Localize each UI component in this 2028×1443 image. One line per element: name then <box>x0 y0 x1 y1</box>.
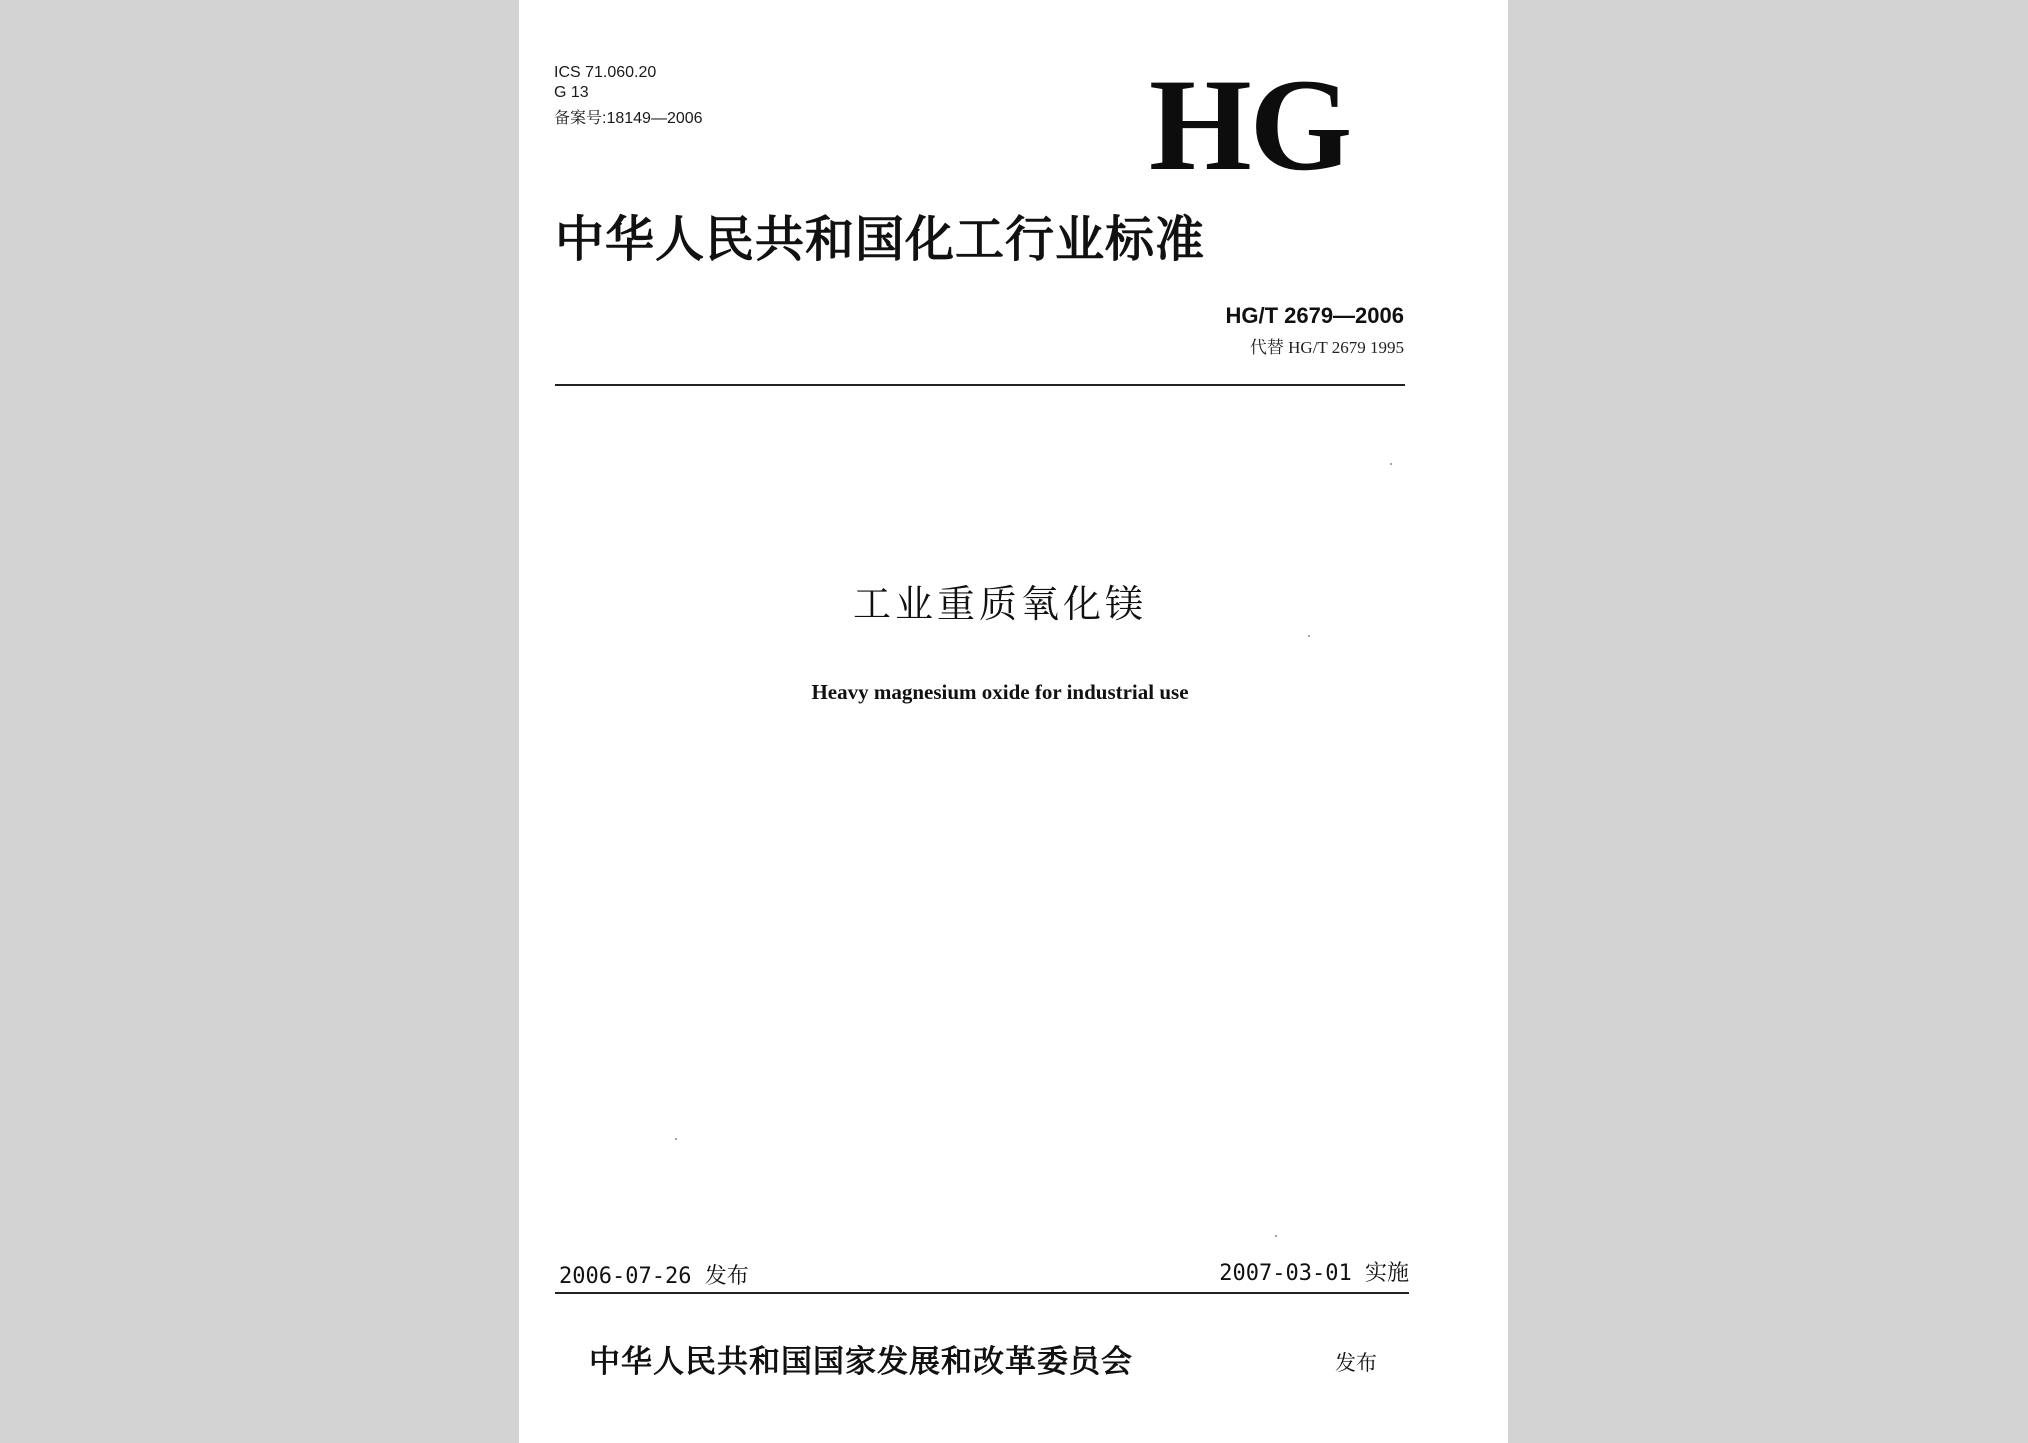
scan-speck <box>1390 463 1392 465</box>
standard-title: 中华人民共和国化工行业标准 <box>555 211 1206 268</box>
header-divider <box>555 384 1405 386</box>
replaces-standard: 代替 HG/T 2679 1995 <box>1249 338 1404 357</box>
publisher-suffix: 发布 <box>1335 1351 1377 1375</box>
footer-divider <box>555 1292 1409 1294</box>
issue-date: 2006-07-26 发布 <box>559 1264 749 1289</box>
scan-speck <box>1275 1235 1277 1237</box>
hg-logo: HG <box>1149 51 1351 198</box>
ics-code: ICS 71.060.20 <box>554 64 657 81</box>
document-title-cn: 工业重质氧化镁 <box>852 582 1147 626</box>
implementation-date: 2007-03-01 实施 <box>1219 1261 1409 1286</box>
document-title-en: Heavy magnesium oxide for industrial use <box>811 680 1189 704</box>
scan-speck <box>675 1138 677 1140</box>
standard-cover-page <box>519 0 1508 1443</box>
filing-number: 备案号:18149—2006 <box>554 110 703 127</box>
publisher-name: 中华人民共和国国家发展和改革委员会 <box>589 1344 1133 1380</box>
standard-number: HG/T 2679—2006 <box>1225 303 1404 328</box>
scan-speck <box>1308 635 1310 637</box>
classification-code: G 13 <box>554 84 589 101</box>
